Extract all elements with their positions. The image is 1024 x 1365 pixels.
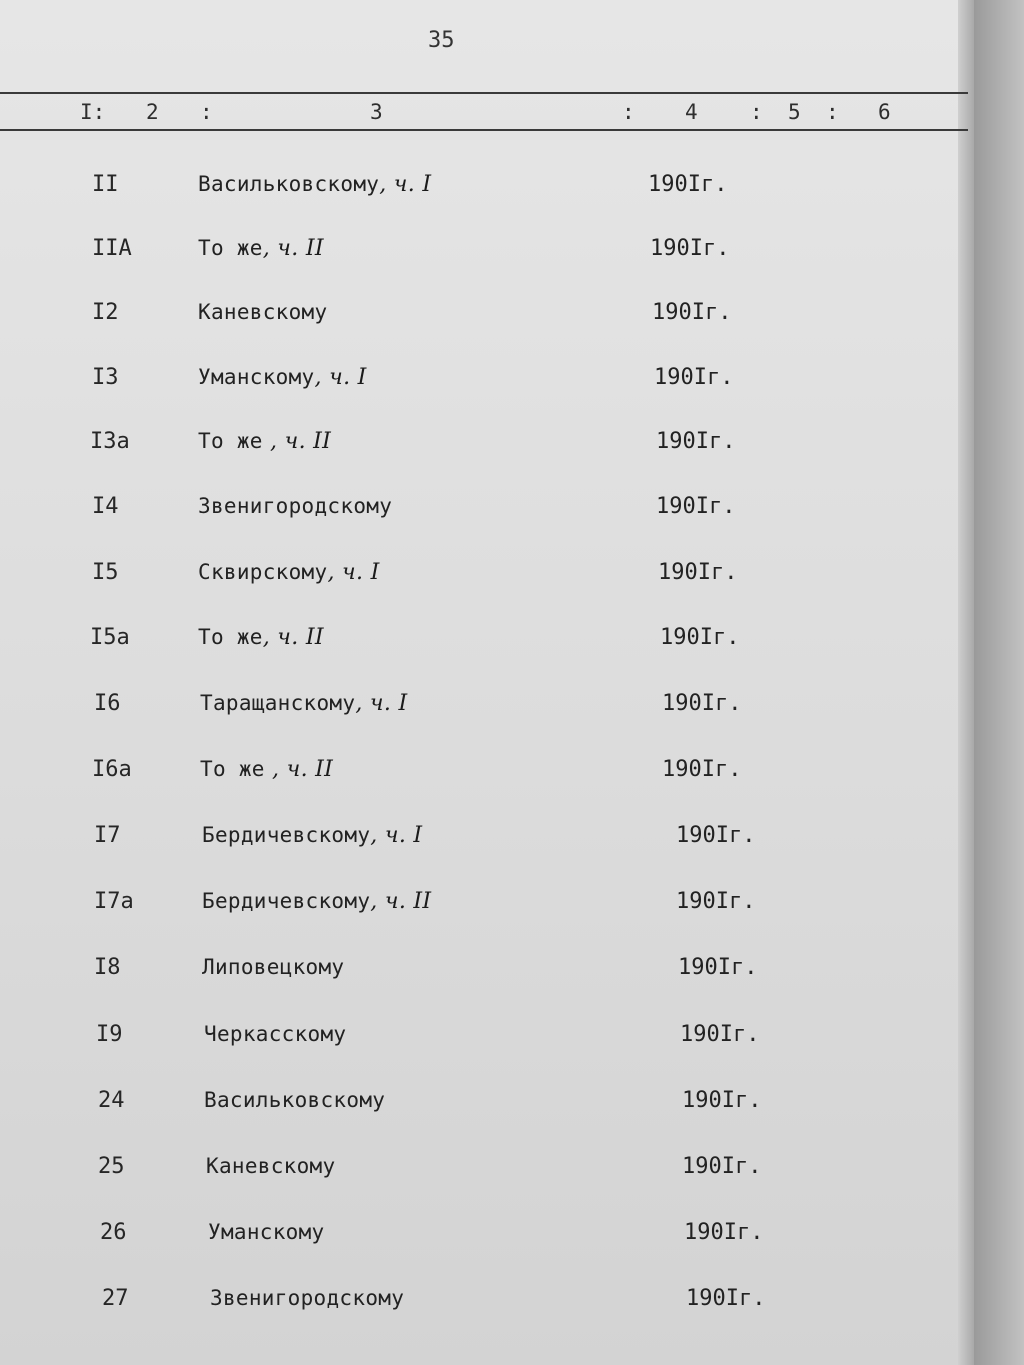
handwritten-note: , ч. I xyxy=(379,172,432,197)
header-col-4: 4 xyxy=(685,100,698,124)
district-name: Васильковскому, ч. I xyxy=(198,172,432,197)
header-col-1: I: xyxy=(80,100,106,124)
underlying-page xyxy=(974,0,1024,1365)
table-row xyxy=(0,691,960,731)
handwritten-note: , ч. II xyxy=(262,429,332,454)
year: 190Iг. xyxy=(658,560,738,585)
district-name: Васильковскому xyxy=(204,1088,386,1112)
table-row xyxy=(0,560,960,600)
row-number: I7а xyxy=(94,889,134,914)
header-col-3: 3 xyxy=(370,100,383,124)
year: 190Iг. xyxy=(656,429,736,454)
district-name: Таращанскому, ч. I xyxy=(200,691,408,716)
handwritten-note: , ч. I xyxy=(314,365,367,390)
row-number: I8 xyxy=(94,955,121,980)
header-separator: : xyxy=(750,100,763,124)
page-edge xyxy=(958,0,974,1365)
table-row xyxy=(0,236,960,276)
row-number: IIA xyxy=(92,236,132,261)
header-col-6: 6 xyxy=(878,100,891,124)
year: 190Iг. xyxy=(650,236,730,261)
year: 190Iг. xyxy=(662,757,742,782)
district-name: Каневскому xyxy=(206,1154,336,1178)
row-number: I6а xyxy=(92,757,132,782)
year: 190Iг. xyxy=(652,300,732,325)
district-name: То же , ч. II xyxy=(200,757,334,782)
district-name: То же , ч. II xyxy=(198,429,332,454)
table-row xyxy=(0,1022,960,1062)
table-row xyxy=(0,1286,960,1326)
table-row xyxy=(0,1154,960,1194)
header-col-2: 2 xyxy=(146,100,159,124)
handwritten-note: , ч. II xyxy=(264,757,334,782)
table-row xyxy=(0,757,960,797)
district-name: Звенигородскому xyxy=(210,1286,405,1310)
row-number: II xyxy=(92,172,119,197)
header-top-rule xyxy=(0,92,968,94)
year: 190Iг. xyxy=(648,172,728,197)
row-number: I4 xyxy=(92,494,119,519)
table-row xyxy=(0,1220,960,1260)
handwritten-note: , ч. II xyxy=(262,236,324,261)
row-number: 26 xyxy=(100,1220,127,1245)
table-row xyxy=(0,625,960,665)
table-row xyxy=(0,889,960,929)
table-row xyxy=(0,1088,960,1128)
table-row xyxy=(0,429,960,469)
handwritten-note: , ч. I xyxy=(355,691,408,716)
year: 190Iг. xyxy=(656,494,736,519)
table-row xyxy=(0,172,960,212)
district-name: То же, ч. II xyxy=(198,625,324,650)
header-bottom-rule xyxy=(0,129,968,131)
handwritten-note: , ч. II xyxy=(262,625,324,650)
page-number: 35 xyxy=(428,28,455,53)
table-row xyxy=(0,955,960,995)
year: 190Iг. xyxy=(682,1088,762,1113)
row-number: 24 xyxy=(98,1088,125,1113)
handwritten-note: , ч. I xyxy=(370,823,423,848)
row-number: 25 xyxy=(98,1154,125,1179)
header-col-5: 5 xyxy=(788,100,801,124)
year: 190Iг. xyxy=(662,691,742,716)
year: 190Iг. xyxy=(676,823,756,848)
district-name: Звенигородскому xyxy=(198,494,393,518)
header-separator: : xyxy=(826,100,839,124)
district-name: Уманскому, ч. I xyxy=(198,365,367,390)
year: 190Iг. xyxy=(684,1220,764,1245)
table-row xyxy=(0,823,960,863)
header-separator: : xyxy=(200,100,213,124)
table-row xyxy=(0,300,960,340)
year: 190Iг. xyxy=(654,365,734,390)
year: 190Iг. xyxy=(678,955,758,980)
row-number: I2 xyxy=(92,300,119,325)
district-name: Бердичевскому, ч. II xyxy=(202,889,432,914)
row-number: I6 xyxy=(94,691,121,716)
district-name: Сквирскому, ч. I xyxy=(198,560,380,585)
year: 190Iг. xyxy=(682,1154,762,1179)
year: 190Iг. xyxy=(680,1022,760,1047)
row-number: I3а xyxy=(90,429,130,454)
district-name: Бердичевскому, ч. I xyxy=(202,823,423,848)
row-number: I9 xyxy=(96,1022,123,1047)
district-name: Липовецкому xyxy=(202,955,345,979)
year: 190Iг. xyxy=(686,1286,766,1311)
district-name: Черкасскому xyxy=(204,1022,347,1046)
table-row xyxy=(0,365,960,405)
row-number: 27 xyxy=(102,1286,129,1311)
district-name: Уманскому xyxy=(208,1220,325,1244)
year: 190Iг. xyxy=(676,889,756,914)
district-name: Каневскому xyxy=(198,300,328,324)
handwritten-note: , ч. II xyxy=(370,889,432,914)
row-number: I5а xyxy=(90,625,130,650)
row-number: I7 xyxy=(94,823,121,848)
district-name: То же, ч. II xyxy=(198,236,324,261)
year: 190Iг. xyxy=(660,625,740,650)
handwritten-note: , ч. I xyxy=(327,560,380,585)
table-row xyxy=(0,494,960,534)
row-number: I3 xyxy=(92,365,119,390)
row-number: I5 xyxy=(92,560,119,585)
header-separator: : xyxy=(622,100,635,124)
